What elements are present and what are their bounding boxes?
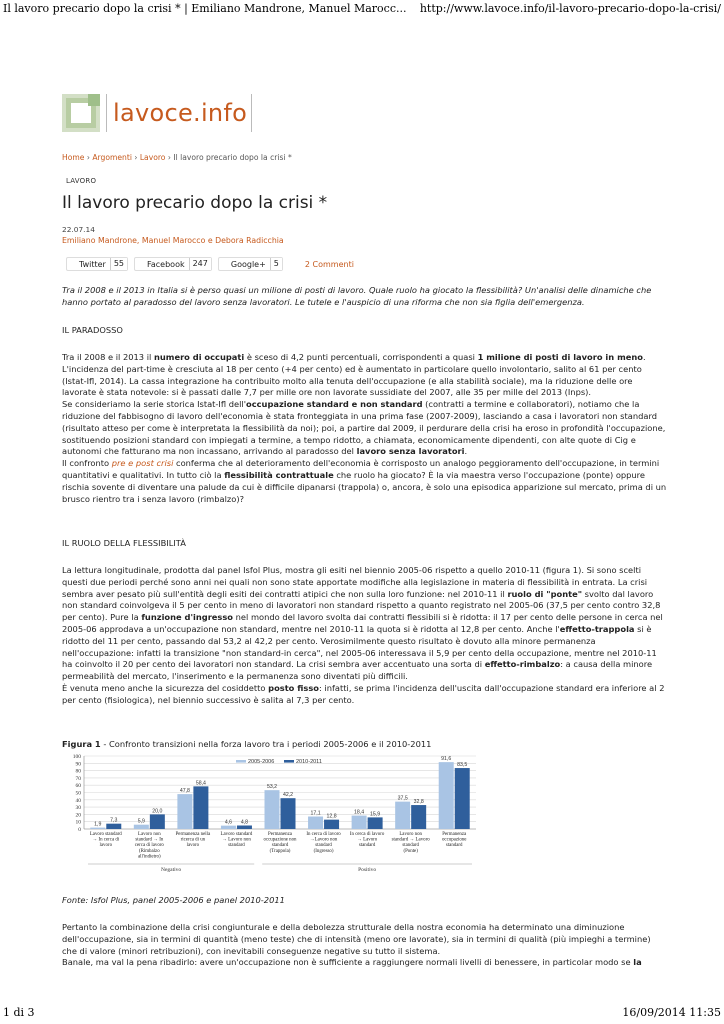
category-tick-label: Lavoro standard: [89, 832, 122, 837]
y-tick-label: 40: [75, 797, 81, 804]
y-tick-label: 20: [75, 812, 81, 819]
legend-label: 2010-2011: [296, 759, 322, 765]
data-label: 53,2: [266, 784, 278, 791]
category-tick-label: lavoro: [186, 843, 200, 849]
twitter-count: 55: [110, 258, 127, 270]
data-label: 32,8: [413, 799, 424, 806]
bar: [265, 790, 280, 829]
data-label: 58,4: [195, 780, 206, 787]
category-tick-label: ricerca di un: [180, 837, 206, 843]
transitions-bar-chart: [62, 751, 480, 883]
chart-svg: [62, 751, 480, 883]
data-label: 12,8: [326, 813, 337, 820]
facebook-count: 247: [189, 258, 211, 270]
category-tick-label: lavoro: [99, 843, 113, 849]
category-tick-label: →Lavoro non: [309, 837, 338, 843]
breadcrumb-lavoro[interactable]: Lavoro: [139, 153, 166, 162]
category-tick-label: In cerca di lavoro: [306, 832, 341, 837]
bar: [221, 826, 236, 829]
category-tick-label: → Lavoro non: [222, 837, 251, 843]
breadcrumb-sep: ›: [165, 153, 174, 162]
data-label: 83,5: [457, 762, 468, 769]
category-tick-label: → Lavoro: [356, 837, 378, 843]
facebook-share-button[interactable]: [134, 257, 212, 271]
category-tick-label: occupazione: [441, 837, 467, 843]
data-label: 4,6: [224, 819, 233, 826]
bar: [324, 820, 339, 829]
data-label: 47,8: [179, 788, 190, 795]
bar: [106, 824, 121, 829]
data-label: 37,5: [397, 795, 408, 802]
y-tick-label: 100: [72, 754, 81, 760]
figure-caption: [62, 739, 668, 751]
y-tick-label: 90: [75, 761, 81, 768]
article-authors[interactable]: Emiliano Mandrone, Manuel Marocco e Debora Radicchia: [62, 236, 284, 245]
twitter-label: Twitter: [79, 259, 106, 269]
article-intro: Tra il 2008 e il 2013 in Italia si è perso quasi un milione di posti di lavoro. Quale ruolo ha giocato la flessibilità? Un'analisi delle dinamiche che hanno portato al paradosso del lavoro senza lavoratori. Le tutele e l'auspicio di una riforma che non sia figlia dell'emergenza.: [62, 285, 652, 307]
y-tick-label: 50: [75, 790, 81, 797]
data-label: 1,9: [94, 821, 102, 828]
page-number: 1 di 3: [3, 1006, 35, 1019]
group-label: Negativo: [161, 867, 182, 873]
bar: [281, 798, 296, 829]
y-tick-label: 70: [75, 775, 81, 782]
y-tick-label: 30: [75, 805, 81, 812]
bar: [352, 816, 367, 829]
category-tick-label: Permanenza: [268, 832, 292, 837]
bar: [150, 814, 165, 829]
category-tick-label: standard: [271, 843, 289, 849]
lavoce-logo-mark-icon: [62, 94, 100, 132]
category-tick-label: standard: [445, 843, 463, 849]
data-label: 5,9: [137, 818, 145, 825]
category-tick-label: standard: [315, 843, 332, 849]
data-label: 42,2: [282, 792, 294, 799]
figure-caption-text: - Confronto transizioni nella forza lavoro tra i periodi 2005-2006 e il 2010-2011: [100, 739, 432, 749]
data-label: 91,6: [441, 756, 452, 763]
data-label: 4,8: [240, 819, 249, 826]
category-tick-label: (Ingresso): [313, 848, 334, 854]
bar: [134, 825, 149, 829]
data-label: 7,3: [110, 817, 118, 824]
figure-source: Fonte: Isfol Plus, panel 2005-2006 e panel 2010-2011: [62, 895, 285, 905]
y-tick-label: 10: [75, 819, 81, 826]
print-footer: [3, 1006, 721, 1020]
category-tick-label: cerca di lavoro: [134, 843, 164, 849]
category-tick-label: standard → In: [135, 837, 164, 843]
category-tick-label: (Rimbalzo: [139, 848, 160, 854]
breadcrumb-home[interactable]: Home: [62, 153, 85, 162]
logo-divider-right: [251, 94, 252, 132]
paragraph-ruolo: La lettura longitudinale, prodotta dal panel Isfol Plus, mostra gli esiti nel biennio 2005-06 rispetto a quello 2010-11 (figura 1). Si sono scelti questi due periodi perché sono anni nei quali non sono state apportate modifiche alla legislazione in materia di flessibilità in entrata. La crisi sembra aver pesato più sull'entità degli esiti dei contratti atipici che non sulla loro funzione: nel 2010-11 il ruolo di "ponte" svolto dal lavoro non standard coinvolgeva il 5 per cento in meno di lavoratori non standard rispetto a quanto registrato nel 2005-06 (37,5 per cento contro 32,8 per cento). Pure la funzione d'ingresso nel mondo del lavoro svolta dai contratti flessibili si è ridotta: il 17 per cento delle persone in cerca nel 2005-06 approdava a un'occupazione non standard, mentre nel 2010-11 la quota si è ridotta al 12,8 per cento. Anche l'effetto-trappola si è ridotto del 11 per cento, passando dal 53,2 al 42,2 per cento. Verosimilmente questo risultato è dovuto alla minore permanenza nell'occupazione: infatti la transizione "non standard-in cerca", nel 2005-06 interessava il 5,9 per cento della occupazione, mentre nel 2010-11 ha coinvolto il 20 per cento dei lavoratori non standard. La crisi sembra aver accentuato una sorta di effetto-rimbalzo: a causa della minore permeabilità del mercato, l'inserimento e la permanenza sono diventati più difficili. È venuta meno anche la sicurezza del cosiddetto posto fisso: infatti, se prima l'incidenza dell'uscita dall'occupazione standard era inferiore al 2 per cento (fisiologica), nel biennio successivo è salita al 7,3 per cento.: [62, 565, 665, 705]
figure-label: Figura 1: [62, 739, 101, 749]
logo-divider: [106, 94, 107, 132]
bar: [237, 825, 252, 829]
bar: [455, 768, 470, 829]
y-tick-label: 0: [78, 827, 81, 833]
category-tick-label: standard: [402, 843, 419, 849]
bar: [177, 794, 192, 829]
legend-swatch: [236, 760, 246, 763]
bar: [395, 802, 410, 829]
breadcrumb-current: Il lavoro precario dopo la crisi *: [173, 153, 292, 162]
googleplus-share-button[interactable]: [218, 257, 283, 271]
bar: [193, 786, 208, 829]
logo-text: lavoce.info: [113, 99, 248, 127]
data-label: 18,4: [354, 809, 365, 816]
page-title: Il lavoro precario dopo la crisi *: [62, 193, 328, 213]
category-tick-label: In cerca di lavoro: [349, 832, 385, 837]
site-logo[interactable]: [62, 94, 252, 132]
category-tick-label: Lavoro standard: [220, 832, 253, 837]
googleplus-count: 5: [270, 258, 282, 270]
facebook-label: Facebook: [147, 259, 185, 269]
bar: [368, 817, 383, 829]
data-label: 17,1: [310, 810, 321, 817]
category-tag[interactable]: LAVORO: [66, 177, 97, 185]
legend-label: 2005-2006: [248, 759, 275, 765]
y-tick-label: 60: [75, 783, 81, 790]
breadcrumb-sep: ›: [131, 153, 140, 162]
group-label: Positivo: [358, 867, 377, 873]
pre-post-link[interactable]: pre e post: [111, 458, 154, 469]
social-bar: [66, 257, 354, 271]
legend-swatch: [284, 760, 294, 763]
category-tick-label: standard: [358, 843, 376, 849]
paragraph-conclusion: Pertanto la combinazione della crisi congiunturale e della debolezza strutturale della nostra economia ha determinato una diminuzione dell'occupazione, sia in termini di quantità (meno teste) che di intensità (meno ore lavorate), sia in termini di qualità (più impieghi a termine) che di valore (minori retribuzioni), con inevitabili conseguenze negative su tutto il sistema. Banale, ma val la pena ribadirlo: avere un'occupazione non è sufficiente a raggiungere normali livelli di benessere, in particolar modo se la: [62, 922, 651, 968]
category-tick-label: Permanenza nella: [175, 832, 211, 837]
category-tick-label: occupazione non: [263, 837, 297, 843]
print-header: [3, 2, 721, 18]
category-tick-label: all'indietro): [138, 854, 161, 860]
breadcrumb-argomenti[interactable]: Argomenti: [92, 153, 132, 162]
data-label: 20,0: [152, 808, 163, 815]
comments-link[interactable]: 2 Commenti: [304, 259, 354, 269]
breadcrumb: [62, 153, 292, 162]
category-tick-label: Lavoro non: [137, 832, 161, 837]
y-tick-label: 80: [75, 768, 81, 775]
bar: [308, 817, 323, 829]
section-heading-paradosso: IL PARADOSSO: [62, 325, 123, 335]
category-tick-label: Permanenza: [442, 832, 467, 837]
category-tick-label: standard: [228, 843, 245, 849]
category-tick-label: (Ponte): [403, 848, 418, 854]
article-date: 22.07.14: [62, 225, 95, 234]
category-tick-label: (Trappola): [269, 848, 291, 854]
print-datetime: 16/09/2014 11:35: [622, 1006, 721, 1019]
breadcrumb-sep: ›: [84, 153, 93, 162]
section-heading-ruolo: IL RUOLO DELLA FLESSIBILITÀ: [62, 538, 186, 548]
category-tick-label: → In cerca di: [92, 837, 120, 843]
category-tick-label: standard → Lavoro: [391, 837, 430, 843]
print-header-url[interactable]: http://www.lavoce.info/il-lavoro-precario-dopo-la-crisi/: [419, 2, 721, 15]
data-label: 15,9: [370, 811, 381, 818]
bar: [411, 805, 426, 829]
twitter-share-button[interactable]: [66, 257, 128, 271]
googleplus-label: Google+: [230, 259, 266, 269]
bar: [439, 762, 454, 829]
category-tick-label: Lavoro non: [399, 832, 423, 837]
bar: [90, 828, 105, 829]
print-header-title: Il lavoro precario dopo la crisi * | Emiliano Mandrone, Manuel Marocc...: [3, 2, 407, 15]
paragraph-paradosso: Tra il 2008 e il 2013 il numero di occupati è sceso di 4,2 punti percentuali, corrispondenti a quasi 1 milione di posti di lavoro in meno. L'incidenza del part-time è cresciuta al 18 per cento (+4 per cento) ed è aumentato in particolare quello involontario, salito al 61 per cento (Istat-Ifl, 2014). La cassa integrazione ha contribuito molto alla tenuta dell'occupazione (e alla stabilità sociale), ma la riduzione delle ore lavorate è stata notevole: si è passati dalle 7,7 per mille ore non lavorate sussidiate del 2007, alle 35 per mille del 2013 (Inps). Se consideriamo la serie storica Istat-Ifl dell'occupazione standard e non standard (contratti a termine e collaboratori), notiamo che la riduzione del fabbisogno di lavoro dell'economia è stata fronteggiata in una prima fase (2007-2009), lasciando a casa i lavoratori non standard (risultato atteso per come è interpretata la flessibilità da noi); poi, a partire dal 2009, il perdurare della crisi ha eroso in profondità l'occupazione, sostituendo posizioni standard con impiegati a termine, a tempo ridotto, a chiamata, economicamente dipendenti, con alte quote di Cig e autonomi che fatturano ma non incassano, arrivando al paradosso del lavoro senza lavoratori. Il confronto pre e post crisi conferma che al deterioramento dell'economia è corrisposto un analogo peggioramento dell'occupazione, in termini quantitativi e qualitativi. In tutto ciò la flessibilità contrattuale che ruolo ha giocato? È la via maestra verso l'occupazione (ponte) oppure rischia sovente di diventare una palude da cui è difficile dipanarsi (trappola) o, ancora, è solo una episodica apparizione sul mercato, prima di un brusco rientro tra i senza lavoro (rimbalzo)?: [62, 352, 667, 504]
